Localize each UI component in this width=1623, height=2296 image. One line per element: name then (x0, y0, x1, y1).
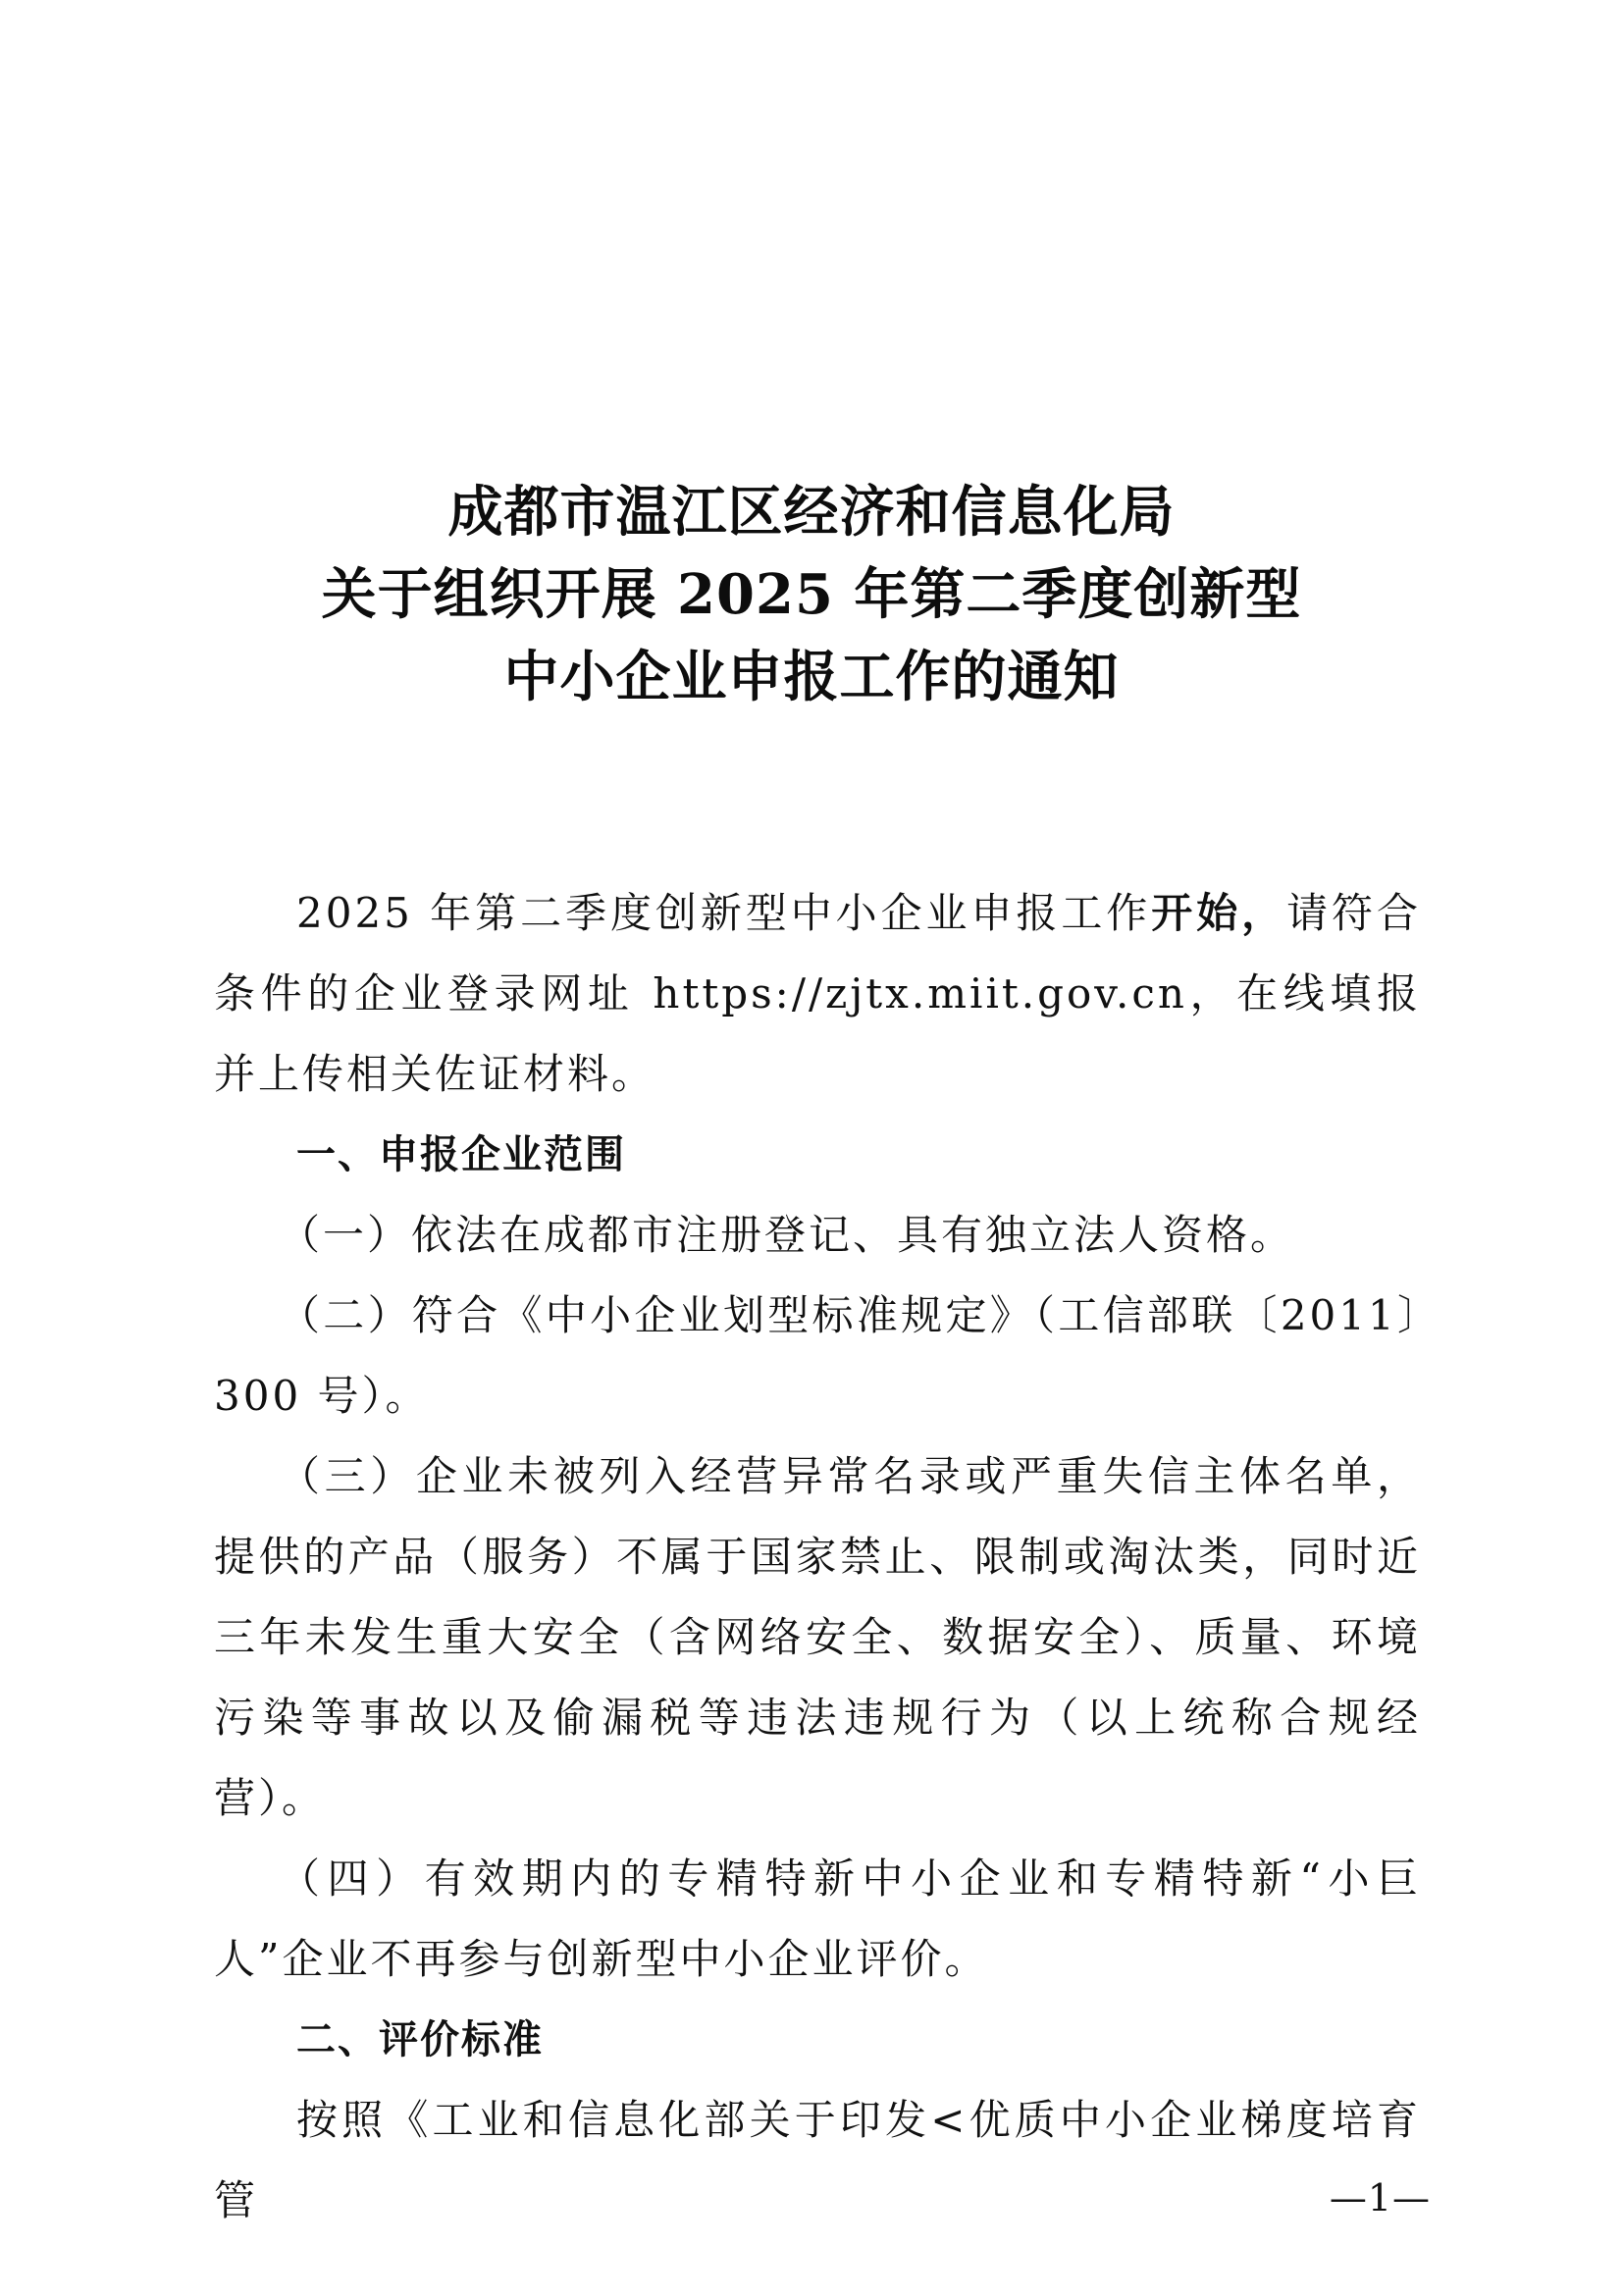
page-number: —1— (1329, 2176, 1431, 2219)
intro-text-start: 2025 年第二季度创新型中小企业申报工作 (296, 889, 1152, 937)
intro-text-end: 请符合条件的企业登录网址 https://zjtx.miit.gov.cn，在线填报并上传相关佐证材料。 (214, 889, 1421, 1098)
title-line-3: 中小企业申报工作的通知 (503, 645, 1120, 709)
section-2-heading: 二、评价标准 (296, 2017, 544, 2062)
section-1-item-4: （四）有效期内的专精特新中小企业和专精特新“小巨人”企业不再参与创新型中小企业评价。 (214, 1854, 1421, 1983)
section-1-item-1: （一）依法在成都市注册登记、具有独立法人资格。 (279, 1211, 1295, 1259)
document-title (0, 471, 1623, 718)
title-line-2: 关于组织开展 2025 年第二季度创新型 (321, 562, 1302, 627)
intro-bold-text: 开始， (1151, 889, 1287, 937)
document-body (214, 873, 1421, 2241)
intro-paragraph (214, 873, 1421, 1115)
section-1-heading: 一、申报企业范围 (296, 1132, 626, 1177)
section-2-paragraph: 按照《工业和信息化部关于印发<优质中小企业梯度培育管 (214, 2096, 1421, 2224)
section-1-item-3: （三）企业未被列入经营异常名录或严重失信主体名单，提供的产品（服务）不属于国家禁止、限制或淘汰类，同时近三年未发生重大安全（含网络安全、数据安全）、质量、环境污染等事故以及偷漏税等违法违规行为（以上统称合规经营）。 (214, 1452, 1421, 1822)
section-1-item-2: （二）符合《中小企业划型标准规定》（工信部联〔2011〕300 号）。 (214, 1291, 1421, 1420)
title-line-1: 成都市温江区经济和信息化局 (447, 480, 1176, 545)
